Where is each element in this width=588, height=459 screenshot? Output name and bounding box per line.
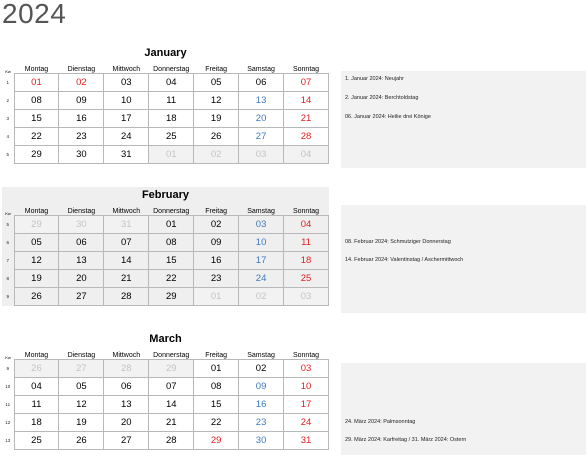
week-row (2, 270, 329, 288)
weekday-header: Donnerstag (153, 66, 190, 73)
day-cell[interactable]: 28 (284, 128, 329, 146)
day-cell[interactable]: 15 (14, 110, 59, 128)
day-cell[interactable]: 17 (284, 396, 329, 414)
day-cell[interactable]: 28 (149, 432, 194, 450)
day-cell[interactable]: 31 (104, 216, 149, 234)
day-cell[interactable]: 07 (104, 234, 149, 252)
day-cell[interactable]: 14 (104, 252, 149, 270)
day-cell[interactable]: 08 (149, 234, 194, 252)
day-cell[interactable]: 21 (284, 110, 329, 128)
day-cell[interactable]: 03 (239, 146, 284, 164)
weekday-header: Dienstag (67, 352, 96, 359)
week-row (2, 74, 329, 92)
day-cell[interactable]: 09 (194, 234, 239, 252)
week-number-header: Kw (5, 210, 11, 216)
day-cell[interactable]: 09 (59, 92, 104, 110)
week-row (2, 146, 329, 164)
day-cell[interactable]: 18 (14, 414, 59, 432)
day-cell[interactable]: 12 (194, 92, 239, 110)
week-number: 6 (6, 240, 9, 245)
day-cell[interactable]: 04 (284, 146, 329, 164)
day-cell[interactable]: 03 (284, 288, 329, 306)
weekday-header: Freitag (205, 352, 228, 359)
year-title: 2024 (2, 0, 67, 29)
day-cell[interactable]: 25 (14, 432, 59, 450)
day-cell[interactable]: 29 (14, 146, 59, 164)
day-cell[interactable]: 01 (194, 288, 239, 306)
day-cell[interactable]: 15 (149, 252, 194, 270)
day-cell[interactable]: 19 (14, 270, 59, 288)
day-cell[interactable]: 12 (14, 252, 59, 270)
day-cell[interactable]: 22 (149, 270, 194, 288)
day-cell[interactable]: 10 (284, 378, 329, 396)
day-cell[interactable]: 29 (14, 216, 59, 234)
day-cell[interactable]: 18 (149, 110, 194, 128)
day-cell[interactable]: 27 (59, 360, 104, 378)
day-cell[interactable]: 08 (14, 92, 59, 110)
notes-january (341, 71, 586, 168)
week-number-header: Kw (5, 68, 11, 74)
day-cell[interactable]: 01 (14, 74, 59, 92)
month-table (2, 203, 329, 306)
day-cell[interactable]: 05 (14, 234, 59, 252)
weekday-header: Samstag (247, 66, 275, 73)
day-cell[interactable]: 07 (149, 378, 194, 396)
weekday-header: Sonntag (292, 352, 320, 359)
weekday-header: Montag (24, 66, 49, 73)
day-cell[interactable]: 07 (284, 74, 329, 92)
day-cell[interactable]: 27 (239, 128, 284, 146)
day-cell[interactable]: 26 (14, 288, 59, 306)
day-cell[interactable]: 25 (284, 270, 329, 288)
week-number: 7 (6, 258, 9, 263)
week-row (2, 378, 329, 396)
day-cell[interactable]: 08 (194, 378, 239, 396)
day-cell[interactable]: 25 (149, 128, 194, 146)
day-cell[interactable]: 24 (104, 128, 149, 146)
day-cell[interactable]: 28 (104, 288, 149, 306)
day-cell[interactable]: 30 (239, 432, 284, 450)
day-cell[interactable]: 26 (194, 128, 239, 146)
month-table (2, 347, 329, 450)
week-number: 5 (6, 152, 9, 157)
day-cell[interactable]: 29 (194, 432, 239, 450)
day-cell[interactable]: 31 (104, 146, 149, 164)
day-cell[interactable]: 17 (104, 110, 149, 128)
month-january (2, 45, 329, 164)
day-cell[interactable]: 16 (194, 252, 239, 270)
holiday-note: 14. Februar 2024: Valentinstag / Aschermittwoch (345, 257, 464, 263)
week-row (2, 288, 329, 306)
weekday-header: Donnerstag (153, 208, 190, 215)
day-cell[interactable]: 02 (194, 146, 239, 164)
week-number: 9 (6, 294, 9, 299)
day-cell[interactable]: 03 (239, 216, 284, 234)
day-cell[interactable]: 21 (149, 414, 194, 432)
day-cell[interactable]: 24 (239, 270, 284, 288)
day-cell[interactable]: 26 (59, 432, 104, 450)
weekday-header: Freitag (205, 208, 228, 215)
week-number: 5 (6, 222, 9, 227)
week-number: 9 (6, 366, 9, 371)
day-cell[interactable]: 23 (194, 270, 239, 288)
week-number: 11 (5, 402, 11, 407)
weekday-header: Montag (24, 352, 49, 359)
weekday-header: Dienstag (67, 208, 96, 215)
day-cell[interactable]: 30 (59, 146, 104, 164)
day-cell[interactable]: 22 (194, 414, 239, 432)
holiday-note: 06. Januar 2024: Heilie drei Könige (345, 114, 431, 120)
week-row (2, 360, 329, 378)
weekday-header-row (2, 61, 329, 74)
day-cell[interactable]: 06 (239, 74, 284, 92)
day-cell[interactable]: 13 (59, 252, 104, 270)
month-march (2, 331, 329, 450)
week-number: 10 (5, 384, 11, 389)
weekday-header: Mittwoch (112, 352, 141, 359)
day-cell[interactable]: 06 (59, 234, 104, 252)
day-cell[interactable]: 20 (104, 414, 149, 432)
weekday-header: Sonntag (292, 66, 320, 73)
weekday-header: Samstag (247, 208, 275, 215)
weekday-header: Sonntag (292, 208, 320, 215)
day-cell[interactable]: 09 (239, 378, 284, 396)
month-table (2, 61, 329, 164)
day-cell[interactable]: 03 (284, 360, 329, 378)
week-row (2, 92, 329, 110)
day-cell[interactable]: 04 (149, 74, 194, 92)
day-cell[interactable]: 29 (149, 288, 194, 306)
day-cell[interactable]: 16 (239, 396, 284, 414)
day-cell[interactable]: 16 (59, 110, 104, 128)
week-row (2, 234, 329, 252)
notes-february (341, 205, 586, 313)
weekday-header: Donnerstag (153, 352, 190, 359)
weekday-header: Freitag (205, 66, 228, 73)
day-cell[interactable]: 19 (194, 110, 239, 128)
notes-march (341, 363, 586, 455)
holiday-note: 08. Februar 2024: Schmutziger Donnerstag (345, 239, 451, 245)
day-cell[interactable]: 15 (194, 396, 239, 414)
week-row (2, 252, 329, 270)
day-cell[interactable]: 05 (194, 74, 239, 92)
day-cell[interactable]: 28 (104, 360, 149, 378)
day-cell[interactable]: 24 (284, 414, 329, 432)
week-number: 13 (5, 438, 11, 443)
day-cell[interactable]: 23 (59, 128, 104, 146)
day-cell[interactable]: 27 (104, 432, 149, 450)
day-cell[interactable]: 29 (149, 360, 194, 378)
day-cell[interactable]: 13 (239, 92, 284, 110)
week-row (2, 396, 329, 414)
day-cell[interactable]: 02 (239, 360, 284, 378)
week-row (2, 414, 329, 432)
holiday-note: 29. März 2024: Karfreitag / 31. März 2024: Ostern (345, 437, 467, 443)
day-cell[interactable]: 02 (194, 216, 239, 234)
weekday-header-row (2, 203, 329, 216)
week-row (2, 432, 329, 450)
day-cell[interactable]: 01 (149, 146, 194, 164)
day-cell[interactable]: 02 (59, 74, 104, 92)
day-cell[interactable]: 20 (59, 270, 104, 288)
weekday-header: Mittwoch (112, 208, 141, 215)
day-cell[interactable]: 14 (149, 396, 194, 414)
day-cell[interactable]: 19 (59, 414, 104, 432)
weekday-header: Montag (24, 208, 49, 215)
day-cell[interactable]: 30 (59, 216, 104, 234)
day-cell[interactable]: 10 (239, 234, 284, 252)
month-february (2, 187, 329, 306)
day-cell[interactable]: 14 (284, 92, 329, 110)
week-row (2, 216, 329, 234)
week-row (2, 110, 329, 128)
day-cell[interactable]: 12 (59, 396, 104, 414)
day-cell[interactable]: 17 (239, 252, 284, 270)
week-row (2, 128, 329, 146)
day-cell[interactable]: 02 (239, 288, 284, 306)
day-cell[interactable]: 03 (104, 74, 149, 92)
day-cell[interactable]: 11 (149, 92, 194, 110)
weekday-header-row (2, 347, 329, 360)
day-cell[interactable]: 10 (104, 92, 149, 110)
day-cell[interactable]: 13 (104, 396, 149, 414)
week-number: 2 (6, 98, 9, 103)
week-number: 12 (5, 420, 11, 425)
day-cell[interactable]: 18 (284, 252, 329, 270)
week-number: 8 (6, 276, 9, 281)
day-cell[interactable]: 22 (14, 128, 59, 146)
day-cell[interactable]: 11 (284, 234, 329, 252)
day-cell[interactable]: 04 (14, 378, 59, 396)
day-cell[interactable]: 20 (239, 110, 284, 128)
month-title: January (144, 47, 187, 59)
day-cell[interactable]: 05 (59, 378, 104, 396)
week-number: 4 (6, 134, 9, 139)
week-number: 3 (6, 116, 9, 121)
holiday-note: 2. Januar 2024: Berchtoldstag (345, 95, 419, 101)
day-cell[interactable]: 06 (104, 378, 149, 396)
weekday-header: Mittwoch (112, 66, 141, 73)
holiday-note: 24. März 2024: Palmsonntag (345, 419, 416, 425)
day-cell[interactable]: 21 (104, 270, 149, 288)
day-cell[interactable]: 26 (14, 360, 59, 378)
weekday-header: Dienstag (67, 66, 96, 73)
day-cell[interactable]: 11 (14, 396, 59, 414)
weekday-header: Samstag (247, 352, 275, 359)
week-number-header: Kw (5, 354, 11, 360)
day-cell[interactable]: 04 (284, 216, 329, 234)
day-cell[interactable]: 01 (194, 360, 239, 378)
month-title: March (149, 333, 182, 345)
holiday-note: 1. Januar 2024: Neujahr (345, 76, 405, 82)
day-cell[interactable]: 23 (239, 414, 284, 432)
day-cell[interactable]: 01 (149, 216, 194, 234)
day-cell[interactable]: 27 (59, 288, 104, 306)
week-number: 1 (6, 80, 9, 85)
month-title: February (141, 189, 190, 201)
day-cell[interactable]: 31 (284, 432, 329, 450)
